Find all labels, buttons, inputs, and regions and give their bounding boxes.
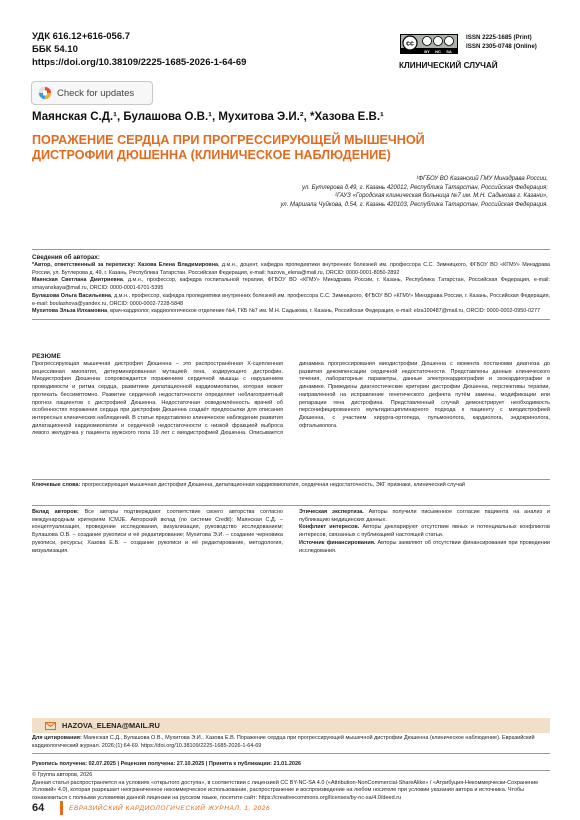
- page-footer: [32, 801, 550, 815]
- author-name: *Автор, ответственный за переписку: Хазова Елена Владимировна: [32, 262, 218, 268]
- citation-label: Для цитирования:: [32, 735, 82, 741]
- citation-text: Маянская С.Д., Булашова О.В., Мухитова Э.И., Хазова Е.В. Поражение сердца при прогрессирующей мышечной дистрофии Дюшенна (клиническое наблюдение). Евразийский кардиологический журнал. 2026;(1):64-69. https://doi.org/10.38109/2225-1685-2026-1-64-69: [32, 735, 535, 749]
- conflict-text: Авторы декларируют отсутствие явных и потенциальных конфликтов интересов, связанных с публикацией настоящей статьи.: [299, 524, 550, 539]
- affiliation-line: ¹ФГБОУ ВО Казанский ГМУ Минздрава России,: [416, 176, 548, 182]
- issn-block: [466, 33, 556, 51]
- svg-text:cc: cc: [406, 40, 414, 48]
- affiliation-line: ул. Бутлерова д.49, г. Казань 420012, Республика Татарстан, Российская Федерация;: [301, 184, 548, 191]
- author-details: , д.м.н., доцент, кафедра пропедевтики внутренних болезней им. профессора С.С. Зимницкого, ФГБОУ ВО «КГМУ» Минздрава России, ул. Бутлерова д. 49, г. Казань, Республика Татарстан, Российская Федерация, e-mail: hazova_elena@mail.ru, ORCID: 0000-0001-8050-2892: [32, 262, 550, 276]
- contact-email-bar: [32, 718, 550, 733]
- author-details: , д.м.н., профессор, кафедра пропедевтики внутренних болезней им. профессора С.С. Зимницкого, ФГБОУ ВО «КГМУ» Минздрава России, г. Казань, Российская Федерация, e-mail: boulashova@yandex.ru, ORCID: 0000-0002-7228-5848: [32, 292, 550, 307]
- citation: [32, 735, 550, 754]
- svg-text:NC: NC: [435, 48, 441, 54]
- funding-note: [299, 540, 550, 555]
- page-number: 64: [32, 802, 45, 814]
- author-name: Булашова Ольга Васильевна: [32, 292, 112, 299]
- issn-print: ISSN 2225-1685 (Print): [466, 34, 532, 41]
- footer-divider: [60, 801, 63, 815]
- declarations: [299, 509, 550, 555]
- affiliation-line: ²ГАУЗ «Городская клиническая больница №7 им. М.Н. Садыкова г. Казани»,: [334, 193, 548, 200]
- conflict-label: Конфликт интересов.: [299, 524, 360, 531]
- doi-link[interactable]: https://doi.org/10.38109/2225-1685-2026-1-64-69: [32, 57, 247, 68]
- author-info-heading: Сведения об авторах:: [32, 254, 100, 261]
- contribution-text: Все авторы подтверждают соответствие своего авторства согласно международным критериям ICMJE. Авторский вклад (по системе Credit): Маянская С.Д. – концептуализация, проведение исследования, визуализация, руководство исследованием; Булашова О.В. – создание рукописи и её редактирование; Мухитова Э.И. – создание черновика рукописи, ресурсы; Хазова Е.В. – создание рукописи и её редактирование, методология, визуализация.: [32, 509, 283, 554]
- ethics-note: [299, 509, 550, 524]
- keywords: [32, 479, 550, 490]
- author-list: Маянская С.Д.¹, Булашова О.В.¹, Мухитова Э.И.², *Хазова Е.В.¹: [32, 111, 384, 123]
- affiliations: [150, 175, 548, 209]
- cc-license-icon: [400, 34, 458, 54]
- article-notes: [32, 505, 550, 555]
- license-text: Данная статья распространяется на условиях «открытого доступа», в соответствии с лицензией CC BY-NC-SA 4.0 («Attribution-NonCommercial-ShareAlike» / «Атрибуция-Некоммерчески-Сохранение Условий» 4.0), которая разрешает неограниченное некоммерческое использование, распространение и воспроизведение на любом носителе при условии указания автора и источника. Чтобы ознакомиться с полными условиями данной лицензии на русском языке, посетите сайт: https://creativecommons.org/licenses/by-nc-sa/4.0/deed.ru: [32, 779, 539, 802]
- conflict-note: [299, 524, 550, 539]
- keywords-text: прогрессирующая мышечная дистрофия Дюшенна, дилатационная кардиомиопатия, сердечная недостаточность, ЭКГ признаки, клинический случай: [80, 482, 466, 488]
- affiliation-line: ул. Маршала Чуйкова, д.54, г. Казань 420103, Республика Татарстан, Российская Федерация.: [280, 201, 548, 208]
- author-details: , врач-кардиолог, кардиологическое отделение №4, ГКБ №7 им. М.Н. Садыкова, г. Казань, Российская Федерация, e-mail: elza100487@mail.ru, ORCID: 0000-0002-0950-0277: [107, 308, 541, 315]
- funding-label: Источник финансирования.: [299, 539, 376, 546]
- journal-name: ЕВРАЗИЙСКИЙ КАРДИОЛОГИЧЕСКИЙ ЖУРНАЛ, 1, 2026: [69, 804, 271, 812]
- crossmark-icon: [38, 86, 52, 100]
- article-title: ПОРАЖЕНИЕ СЕРДЦА ПРИ ПРОГРЕССИРУЮЩЕЙ МЫШЕЧНОЙ ДИСТРОФИИ ДЮШЕННА (КЛИНИЧЕСКОЕ НАБЛЮДЕНИЕ): [32, 133, 425, 162]
- keywords-label: Ключевые слова:: [32, 482, 81, 488]
- author-info-entry: [32, 308, 550, 316]
- envelope-icon: [45, 722, 56, 730]
- check-for-updates-button[interactable]: [31, 81, 153, 105]
- abstract-heading: РЕЗЮМЕ: [32, 353, 61, 360]
- author-info-entry: [32, 293, 550, 308]
- author-name: Мухитова Эльза Илхамовна: [32, 308, 108, 315]
- svg-text:SA: SA: [446, 48, 452, 54]
- bbk-code: ББК 54.10: [32, 44, 78, 55]
- copyright: © Группа авторов, 2026: [32, 772, 93, 778]
- manuscript-dates: Рукопись получена: 02.07.2025 | Рецензия получена: 27.10.2025 | Принята к публикации: 21.01.2026: [32, 760, 550, 771]
- contact-email[interactable]: HAZOVA_ELENA@MAIL.RU: [62, 721, 160, 730]
- ethics-label: Этическая экспертиза.: [299, 509, 364, 515]
- check-for-updates-label: Check for updates: [57, 87, 135, 99]
- author-name: Маянская Светлана Дмитриевна: [32, 277, 123, 284]
- author-info-box: [32, 249, 550, 320]
- section-label: КЛИНИЧЕСКИЙ СЛУЧАЙ: [399, 61, 498, 70]
- author-info-entry: [32, 262, 550, 277]
- author-info-entry: [32, 277, 550, 292]
- funding-text: Авторы заявляют об отсутствии финансирования при проведении исследования.: [299, 539, 550, 554]
- issn-online: ISSN 2305-0748 (Online): [466, 43, 537, 50]
- article-identifiers: [32, 30, 332, 69]
- abstract-text: Прогрессирующая мышечная дистрофия Дюшенна – это распространённая Х-сцепленная рецессивная миопатия, детерминированная мутацией гена, кодирующего дистрофин. Миодистрофия Дюшенна сопровождается поражением сердечной мышцы с нарушением проводимости и ритма сердца, развитием дилатационной кардиомиопатии, которая может протекать бессимптомно. Развитие сердечной недостаточности определяет неблагоприятный прогноз пациентов с дистрофией Дюшенна. Недостаточная осведомлённость врачей об особенностях поражения сердца при дистрофии Дюшенна создаёт предпосылки для описания интересных клинических наблюдений. В статье представлено клиническое наблюдение развития дилатационной кардиомиопатии и сердечной недостаточности с низкой фракцией выброса левого желудочка у пациента мужского пола 19 лет с миодистрофией Дюшенна. Описывается динамика прогрессирования миодистрофии Дюшенна с момента постановки диагноза до развития декомпенсации сердечной недостаточности. Представлены данные клинического течения, лабораторные параметры, данные электрокардиографии и эхокардиографии в динамике. Приведены диагностические критерии дистрофии Дюшенна, перспективы терапии, направленной на исправление генетического дефекта путём замены, модификации или репарации гена дистрофина. Представленный случай демонстрирует необходимость персонифицированного мультидисциплинарного подхода к пациенту с миодистрофией Дюшенна, с участием хирурга-ортопеда, пульмонолога, кардиолога, эндокринолога, офтальмолога.: [32, 361, 550, 437]
- license-block: [32, 772, 550, 803]
- udk-code: УДК 616.12+616-056.7: [32, 31, 131, 42]
- contribution-label: Вклад авторов:: [32, 509, 79, 515]
- ethics-text: Авторы получили письменное согласие пациента на анализ и публикацию медицинских данных.: [299, 509, 550, 523]
- author-details: , д.м.н., профессор, кафедра госпитальной терапии, ФГБОУ ВО «КГМУ» Минздрава России, г. Казань, Республика Татарстан, Российская Федерация, e-mail: smayanskaya@mail.ru, ORCID: 0000-0001-6701-5395: [32, 277, 550, 292]
- svg-text:BY: BY: [424, 48, 430, 54]
- author-contribution: [32, 509, 283, 555]
